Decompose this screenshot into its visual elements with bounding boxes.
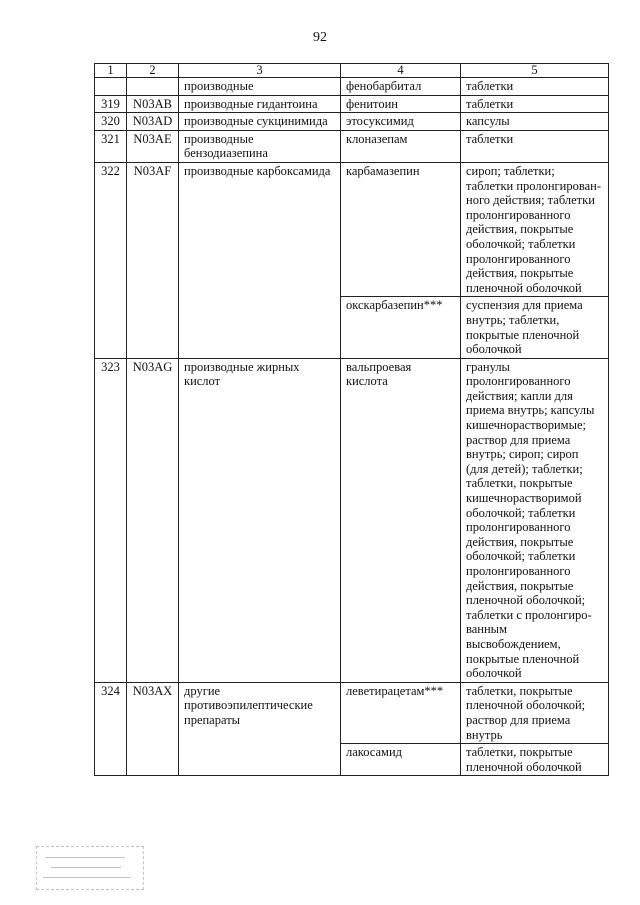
drug-name-cell: фенитоин (341, 95, 461, 113)
drug-name-cell: фенобарбитал (341, 78, 461, 96)
dosage-forms-cell: таблетки (461, 78, 609, 96)
dosage-forms-cell: капсулы (461, 113, 609, 131)
column-header: 5 (461, 64, 609, 78)
table-row (95, 78, 609, 96)
archive-stamp (36, 846, 144, 890)
atc-code-cell: N03AB (127, 95, 179, 113)
pharmacological-group-cell: производные гидантоина (179, 95, 341, 113)
row-number-cell: 322 (95, 162, 127, 358)
pharmacological-group-cell: производные (179, 78, 341, 96)
table-row (95, 95, 609, 113)
drug-name-cell: лакосамид (341, 744, 461, 776)
atc-code-cell (127, 78, 179, 96)
row-number-cell: 319 (95, 95, 127, 113)
row-number-cell: 323 (95, 358, 127, 682)
pharmacological-group-cell: производные сукцинимида (179, 113, 341, 131)
dosage-forms-cell: суспензия для приема внутрь; таблетки, покрытые пленочной оболочкой (461, 297, 609, 358)
pharmacological-group-cell: производные бензодиазепина (179, 130, 341, 162)
row-number-cell: 321 (95, 130, 127, 162)
atc-code-cell: N03AX (127, 682, 179, 776)
row-number-cell (95, 78, 127, 96)
drug-list-table (94, 63, 609, 776)
atc-code-cell: N03AE (127, 130, 179, 162)
column-header: 1 (95, 64, 127, 78)
page-number: 92 (313, 30, 327, 45)
drug-name-cell: клоназепам (341, 130, 461, 162)
atc-code-cell: N03AG (127, 358, 179, 682)
row-number-cell: 324 (95, 682, 127, 776)
row-number-cell: 320 (95, 113, 127, 131)
table-row (95, 682, 609, 743)
column-header: 4 (341, 64, 461, 78)
table-row (95, 358, 609, 682)
dosage-forms-cell: сироп; таблетки; таблетки пролонгирован-ного действия; таблетки пролонгированного действия, покрытые оболочкой; таблетки пролонгированного действия, покрытые пленочной оболочкой (461, 162, 609, 296)
drug-name-cell: карбамазепин (341, 162, 461, 296)
pharmacological-group-cell: другие противоэпилептические препараты (179, 682, 341, 776)
dosage-forms-cell: таблетки (461, 95, 609, 113)
table-row (95, 113, 609, 131)
drug-name-cell: окскарбазепин*** (341, 297, 461, 358)
dosage-forms-cell: таблетки (461, 130, 609, 162)
table-body (95, 78, 609, 776)
column-header: 3 (179, 64, 341, 78)
pharmacological-group-cell: производные карбоксамида (179, 162, 341, 358)
drug-name-cell: вальпроевая кислота (341, 358, 461, 682)
table-row (95, 130, 609, 162)
table-header (95, 64, 609, 78)
pharmacological-group-cell: производные жирных кислот (179, 358, 341, 682)
column-header: 2 (127, 64, 179, 78)
atc-code-cell: N03AF (127, 162, 179, 358)
table-row (95, 162, 609, 296)
dosage-forms-cell: таблетки, покрытые пленочной оболочкой; раствор для приема внутрь (461, 682, 609, 743)
drug-name-cell: этосуксимид (341, 113, 461, 131)
dosage-forms-cell: таблетки, покрытые пленочной оболочкой (461, 744, 609, 776)
dosage-forms-cell: гранулы пролонгированного действия; капли для приема внутрь; капсулы кишечнорастворимые; раствор для приема внутрь; сироп; сироп (для детей); таблетки; таблетки, покрытые кишечнорастворимой оболочкой; таблетки пролонгированного действия, покрытые оболочкой; таблетки пролонгированного действия, покрытые пленочной оболочкой; таблетки с пролонгиро-ванным высвобождением, покрытые пленочной оболочкой (461, 358, 609, 682)
atc-code-cell: N03AD (127, 113, 179, 131)
drug-name-cell: леветирацетам*** (341, 682, 461, 743)
